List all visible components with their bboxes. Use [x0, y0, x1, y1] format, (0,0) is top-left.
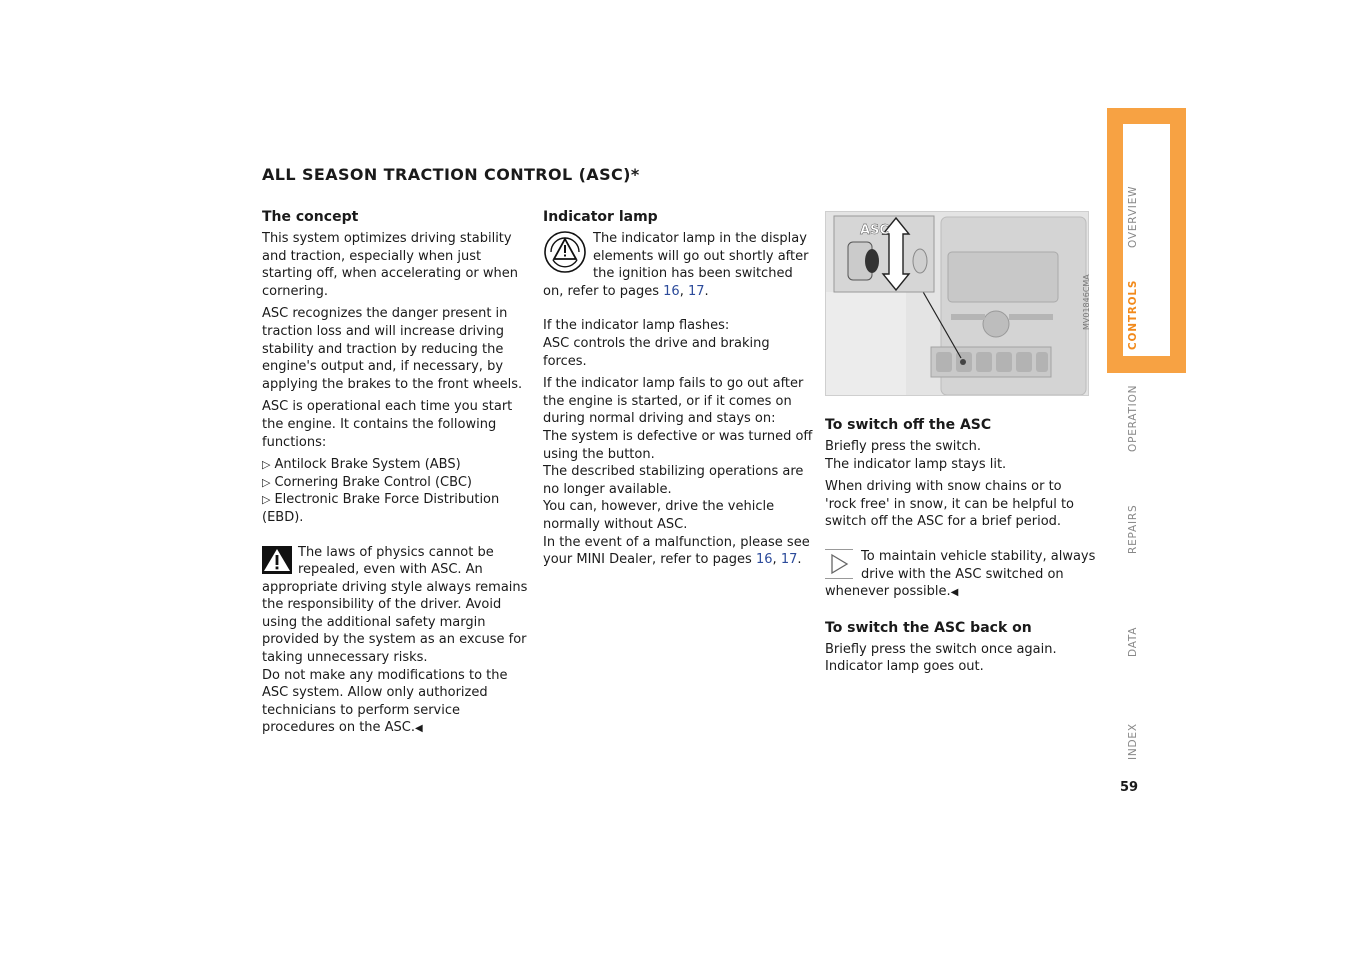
warning-text: The laws of physics cannot be repealed, even with ASC. An appropriate driving style always remains the responsibility of the driver. Avoid using the additional safety margin provided by the system as an excuse for taking unnecessary risks. — [262, 544, 528, 666]
list-marker-icon: ▷ — [262, 493, 271, 507]
sidebar-item-repairs[interactable]: REPAIRS — [1127, 504, 1139, 554]
list-marker-icon: ▷ — [262, 475, 271, 489]
list-item: ▷ Electronic Brake Force Distribution (EBD). — [262, 492, 500, 525]
note-block — [825, 548, 1097, 602]
switch-on-line-1: Briefly press the switch once again. — [825, 641, 1057, 657]
indicator-block — [543, 230, 815, 300]
warning-triangle-icon — [262, 546, 292, 574]
figure-code: MV01846CMA — [1082, 274, 1091, 330]
warning-block — [262, 544, 534, 739]
fail-line-5: In the event of a malfunction, please see your MINI Dealer, refer to pages 16, 17. — [543, 534, 810, 568]
page-link-17[interactable]: 17 — [780, 552, 798, 568]
indicator-paragraph-1: The indicator lamp in the display elements will go out shortly after the ignition has been switched on, refer to pages 16, 17. — [543, 231, 809, 299]
switch-off-line-1: Briefly press the switch. — [825, 439, 981, 454]
function-list — [262, 456, 534, 526]
page-link-17[interactable]: 17 — [687, 283, 705, 299]
switch-off-heading: To switch off the ASC — [825, 417, 992, 433]
concept-paragraph-3: ASC is operational each time you start the engine. It contains the following functions: — [262, 399, 513, 450]
concept-heading: The concept — [262, 209, 359, 225]
warning-text-2: Do not make any modifications to the ASC system. Allow only authorized technicians to perform service procedures on the ASC.◀ — [262, 667, 508, 736]
end-mark-icon: ◀ — [415, 723, 423, 735]
switch-on-line-2: Indicator lamp goes out. — [825, 659, 984, 675]
page-link-16[interactable]: 16 — [755, 552, 773, 568]
flash-line-2: ASC controls the drive and braking forces. — [543, 335, 770, 369]
end-mark-icon: ◀ — [950, 587, 959, 599]
sidebar-item-overview[interactable]: OVERVIEW — [1127, 185, 1139, 248]
fail-line-2: The system is defective or was turned off using the button. — [543, 428, 813, 462]
list-item: ▷ Cornering Brake Control (CBC) — [262, 474, 472, 490]
sidebar-item-operation[interactable]: OPERATION — [1127, 384, 1139, 452]
concept-paragraph-2: ASC recognizes the danger present in traction loss and will increase driving stability and traction by reducing the engine's output and, if necessary, by applying the brakes to the front wheels. — [262, 306, 523, 392]
console-illustration — [826, 212, 1088, 395]
switch-off-line-2: The indicator lamp stays lit. — [825, 456, 1007, 472]
flash-line-1: If the indicator lamp flashes: — [543, 318, 730, 334]
switch-off-section — [825, 416, 1097, 676]
indicator-section — [543, 208, 815, 569]
fail-line-4: You can, however, drive the vehicle normally without ASC. — [543, 499, 775, 532]
sidebar-item-data[interactable]: DATA — [1127, 626, 1139, 657]
list-item: ▷ Antilock Brake System (ABS) — [262, 457, 461, 473]
sidebar-item-controls[interactable]: CONTROLS — [1127, 279, 1139, 350]
note-arrow-icon — [825, 549, 853, 579]
page-title: ALL SEASON TRACTION CONTROL (ASC)* — [262, 165, 640, 184]
note-text: To maintain vehicle stability, always drive with the ASC switched on whenever possible.◀ — [825, 548, 1096, 600]
asc-switch-photo — [825, 211, 1089, 396]
list-marker-icon: ▷ — [262, 458, 271, 472]
fail-line-1: If the indicator lamp fails to go out after the engine is started, or if it comes on during normal driving and stays on: — [543, 376, 804, 427]
indicator-heading: Indicator lamp — [543, 209, 658, 225]
sidebar-item-index[interactable]: INDEX — [1127, 723, 1139, 760]
fail-line-3: The described stabilizing operations are no longer available. — [543, 464, 804, 497]
asc-indicator-lamp-icon — [543, 230, 587, 274]
concept-section — [262, 208, 534, 738]
page-number: 59 — [1120, 780, 1139, 795]
switch-on-heading: To switch the ASC back on — [825, 619, 1032, 636]
switch-off-paragraph-2: When driving with snow chains or to 'rock free' in snow, it can be helpful to switch off the ASC for a brief period. — [825, 479, 1074, 530]
page-link-16[interactable]: 16 — [663, 283, 680, 299]
figure-asc-label: ASC — [860, 223, 889, 238]
concept-paragraph-1: This system optimizes driving stability and traction, especially when just starting off, when accelerating or when cornering. — [262, 231, 518, 299]
